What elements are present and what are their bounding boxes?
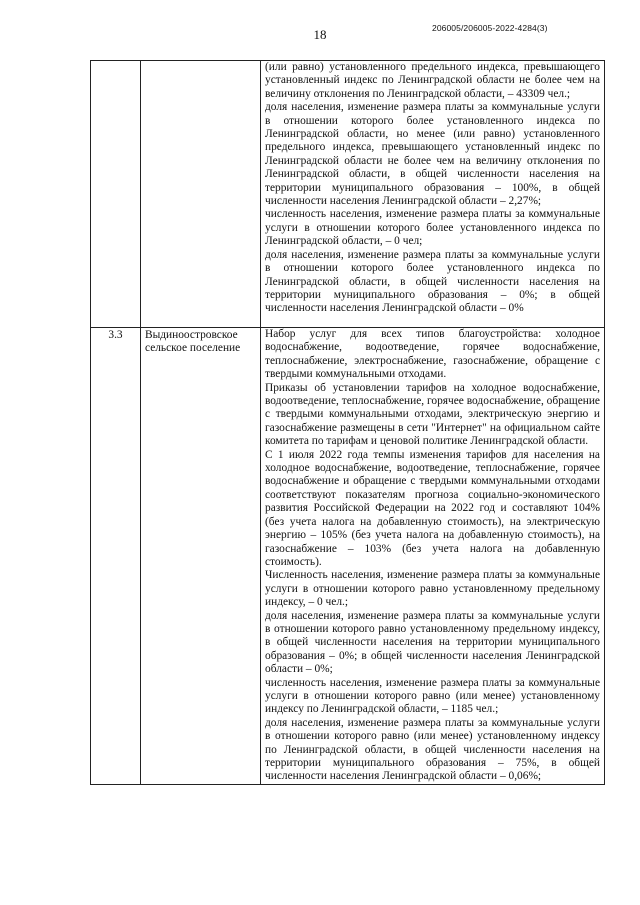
paragraph: доля населения, изменение размера платы за коммунальные услуги в отношении которого равно (или менее) установленному индексу по Ленинградской области, в общей численности населения на территории муниципального образования – 75%, в общей численности населения Ленинградской области – 0,06%; [265,716,600,783]
table-row [91,61,605,328]
paragraph: численность населения, изменение размера платы за коммунальные услуги в отношении которого равно (или менее) установленному индексу по Ленинградской области, – 1185 чел.; [265,676,600,716]
paragraph: (или равно) установленного предельного индекса, превышающего установленный индекс по Ленинградской области не более чем на величину отклонения по Ленинградской области, – 43309 чел.; [265,61,600,100]
row-number-cell [91,61,141,328]
paragraph: доля населения, изменение размера платы за коммунальные услуги в отношении которого равно установленному предельному индексу, в общей численности населения на территории муниципального образования – 0%; в общей численности населения Ленинградской области – 0%; [265,609,600,676]
row-number-cell: 3.3 [91,328,141,785]
description-cell [261,328,605,785]
municipality-name-cell [141,61,261,328]
municipality-name-cell: Выдиноостровское сельское поселение [141,328,261,785]
paragraph: доля населения, изменение размера платы за коммунальные услуги в отношении которого более установленного индекса по Ленинградской области, но менее (или равно) установленного предельного индекса, превышающего установленный индекс по Ленинградской области не более чем на величину отклонения по Ленинградской области, в общей численности населения на территории муниципального образования – 100%, в общей численности населения Ленинградской области – 2,27%; [265,101,600,208]
paragraph: доля населения, изменение размера платы за коммунальные услуги в отношении которого более установленного индекса по Ленинградской области, в общей численности населения на территории муниципального образования – 0%; в общей численности населения Ленинградской области – 0% [265,248,600,315]
description-cell [261,61,605,328]
page-number: 18 [313,27,327,42]
paragraph: Набор услуг для всех типов благоустройства: холодное водоснабжение, водоотведение, горячее водоснабжение, теплоснабжение, электроснабжение, газоснабжение, обращение с твердыми коммунальными отходами. [265,328,600,381]
tariff-table [90,60,605,785]
paragraph: численность населения, изменение размера платы за коммунальные услуги в отношении которого более установленного индекса по Ленинградской области, – 0 чел; [265,208,600,248]
table-row [91,328,605,785]
paragraph: С 1 июля 2022 года темпы изменения тарифов для населения на холодное водоснабжение, водоотведение, теплоснабжение, горячее водоснабжение и обращение с твердыми коммунальными отходами соответствуют показателям прогноза социально-экономического развития Российской Федерации на 2022 год и составляют 104% (без учета налога на добавленную стоимость), на электрическую энергию – 105% (без учета налога на добавленную стоимость), на газоснабжение – 103% (без учета налога на добавленную стоимость). [265,448,600,568]
document-code: 206005/206005-2022-4284(3) [432,23,548,33]
paragraph: Численность населения, изменение размера платы за коммунальные услуги в отношении которого равно установленному предельному индексу, – 0 чел.; [265,569,600,609]
paragraph: Приказы об установлении тарифов на холодное водоснабжение, водоотведение, теплоснабжение, горячее водоснабжение, обращение с твердыми коммунальными отходами, электрическую энергию и газоснабжение размещены в сети "Интернет" на официальном сайте комитета по тарифам и ценовой политике Ленинградской области. [265,381,600,448]
